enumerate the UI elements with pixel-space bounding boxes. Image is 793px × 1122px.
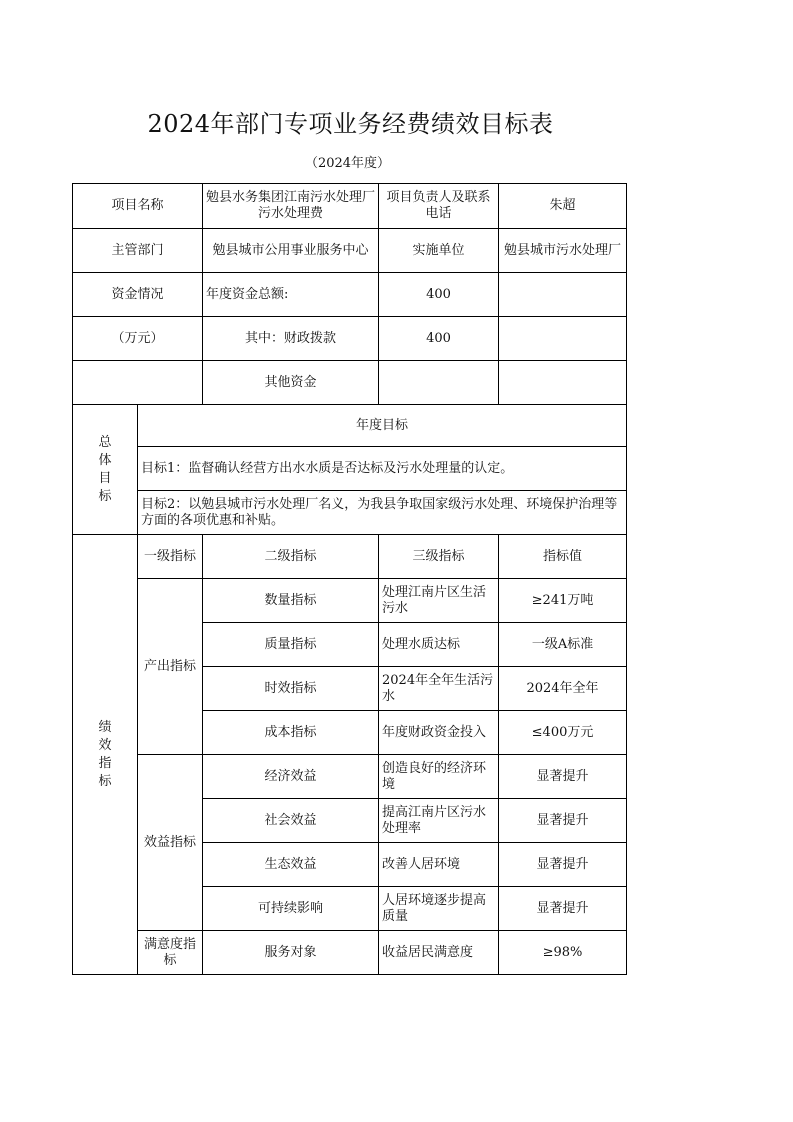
level2-cell: 经济效益: [203, 755, 379, 799]
table-row: [73, 755, 627, 799]
contact-label: 项目负责人及联系电话: [379, 184, 499, 229]
level3-cell: 年度财政资金投入: [379, 711, 499, 755]
year-label: （2024年度）: [304, 156, 391, 171]
value-cell: 显著提升: [499, 887, 627, 931]
funds-total-label: 年度资金总额:: [203, 273, 379, 317]
empty-cell: [379, 361, 499, 405]
table-row: [73, 405, 627, 447]
value-cell: ≤400万元: [499, 711, 627, 755]
overall-goal-side-label: 总体目标: [73, 405, 138, 535]
value-cell: 2024年全年: [499, 667, 627, 711]
level3-cell: 改善人居环境: [379, 843, 499, 887]
contact-value: 朱超: [499, 184, 627, 229]
level2-cell: 质量指标: [203, 623, 379, 667]
level2-cell: 成本指标: [203, 711, 379, 755]
table-row: [73, 184, 627, 229]
level3-cell: 人居环境逐步提高质量: [379, 887, 499, 931]
annual-goal-header: 年度目标: [138, 405, 627, 447]
level3-cell: 2024年全年生活污水: [379, 667, 499, 711]
value-cell: ≥98%: [499, 931, 627, 975]
funds-other-label: 其他资金: [203, 361, 379, 405]
value-cell: 显著提升: [499, 799, 627, 843]
value-cell: 显著提升: [499, 843, 627, 887]
goal-2: 目标2：以勉县城市污水处理厂名义，为我县争取国家级污水处理、环境保护治理等方面的各项优惠和补贴。: [138, 491, 627, 535]
impl-label: 实施单位: [379, 229, 499, 273]
value-cell: 一级A标准: [499, 623, 627, 667]
performance-target-table: [72, 183, 627, 975]
page-title: 2024年部门专项业务经费绩效目标表: [147, 110, 554, 138]
benefit-indicator-label: 效益指标: [138, 755, 203, 931]
project-name-value: 勉县水务集团江南污水处理厂污水处理费: [203, 184, 379, 229]
header-value: 指标值: [499, 535, 627, 579]
impl-value: 勉县城市污水处理厂: [499, 229, 627, 273]
table-row: [73, 229, 627, 273]
funds-fiscal-value: 400: [379, 317, 499, 361]
dept-label: 主管部门: [73, 229, 203, 273]
satisfaction-indicator-label: 满意度指标: [138, 931, 203, 975]
funds-total-value: 400: [379, 273, 499, 317]
header-level1: 一级指标: [138, 535, 203, 579]
table-row: [73, 491, 627, 535]
header-level2: 二级指标: [203, 535, 379, 579]
level2-cell: 数量指标: [203, 579, 379, 623]
funds-unit-label: （万元）: [73, 317, 203, 361]
performance-side-label: 绩效指标: [73, 535, 138, 975]
level2-cell: 时效指标: [203, 667, 379, 711]
empty-cell: [499, 317, 627, 361]
value-cell: 显著提升: [499, 755, 627, 799]
table-row: [73, 361, 627, 405]
level3-cell: 创造良好的经济环境: [379, 755, 499, 799]
level2-cell: 服务对象: [203, 931, 379, 975]
funds-fiscal-label: 其中：财政拨款: [203, 317, 379, 361]
level3-cell: 处理水质达标: [379, 623, 499, 667]
level3-cell: 提高江南片区污水处理率: [379, 799, 499, 843]
empty-cell: [499, 361, 627, 405]
header-level3: 三级指标: [379, 535, 499, 579]
empty-cell: [73, 361, 203, 405]
table-row: [73, 447, 627, 491]
table-row: [73, 273, 627, 317]
level2-cell: 社会效益: [203, 799, 379, 843]
funds-label: 资金情况: [73, 273, 203, 317]
level2-cell: 可持续影响: [203, 887, 379, 931]
table-row: [73, 535, 627, 579]
dept-value: 勉县城市公用事业服务中心: [203, 229, 379, 273]
table-row: [73, 317, 627, 361]
table-row: [73, 931, 627, 975]
project-name-label: 项目名称: [73, 184, 203, 229]
level3-cell: 处理江南片区生活污水: [379, 579, 499, 623]
value-cell: ≥241万吨: [499, 579, 627, 623]
table-row: [73, 579, 627, 623]
level3-cell: 收益居民满意度: [379, 931, 499, 975]
output-indicator-label: 产出指标: [138, 579, 203, 755]
goal-1: 目标1：监督确认经营方出水水质是否达标及污水处理量的认定。: [138, 447, 627, 491]
level2-cell: 生态效益: [203, 843, 379, 887]
empty-cell: [499, 273, 627, 317]
